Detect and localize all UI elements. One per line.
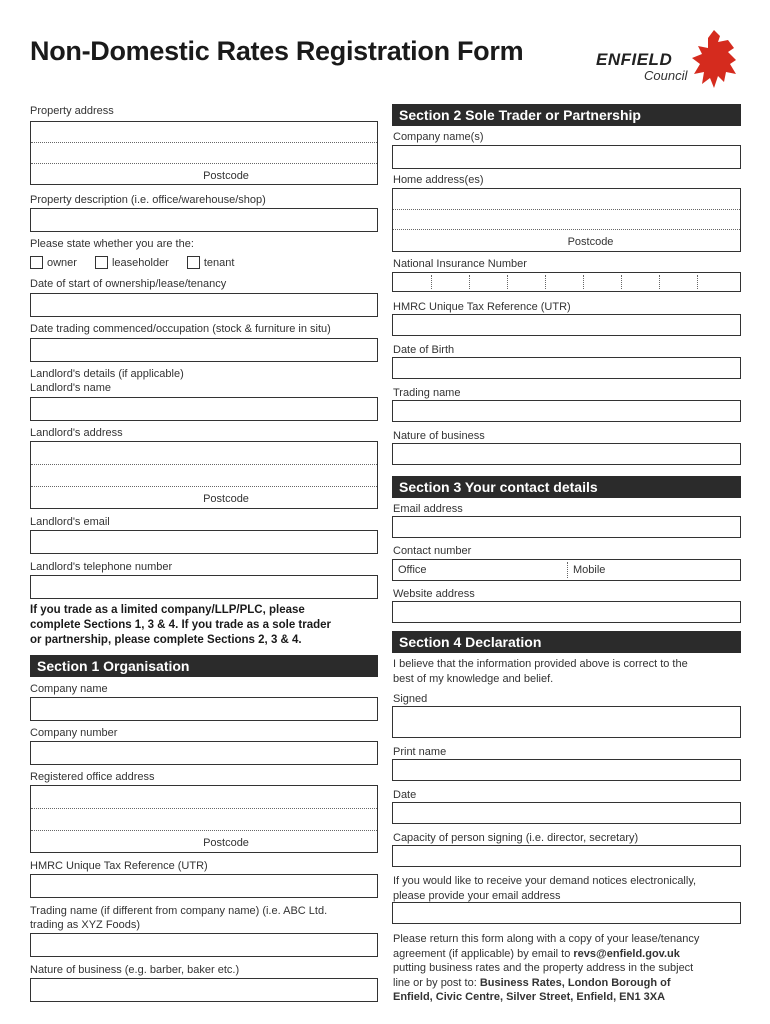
return-line: putting business rates and the property address in the subject [393, 962, 694, 974]
section-instructions [30, 603, 380, 648]
return-line: Enfield, Civic Centre, Silver Street, Enfield, EN1 3XA [393, 991, 666, 1003]
section-3-heading: Section 3 Your contact details [392, 476, 741, 498]
date-start-label: Date of start of ownership/lease/tenancy [30, 278, 227, 290]
divider [393, 209, 740, 210]
nature-of-business-field[interactable] [392, 443, 741, 465]
section-1-heading: Section 1 Organisation [30, 655, 378, 677]
print-name-field[interactable] [392, 759, 741, 781]
declaration-line: I believe that the information provided above is correct to the [393, 658, 688, 670]
contact-number-label: Contact number [393, 545, 472, 557]
email-link[interactable]: revs@enfield.gov.uk [573, 947, 680, 960]
divider [621, 275, 622, 289]
instruction-line: complete Sections 1, 3 & 4. If you trade as a sole trader [30, 619, 332, 631]
divider [31, 142, 377, 143]
divider [507, 275, 508, 289]
email-field[interactable] [392, 516, 741, 538]
return-text: line or by post to: [393, 976, 480, 989]
landlord-email-field[interactable] [30, 530, 378, 554]
landlord-phone-field[interactable] [30, 575, 378, 599]
home-address-label: Home address(es) [393, 174, 484, 186]
trading-name-field[interactable] [392, 400, 741, 422]
divider [31, 486, 377, 487]
divider [469, 275, 470, 289]
return-instructions [393, 932, 745, 1005]
trading-name-label: Trading name (if different from company name) (i.e. ABC Ltd. [30, 905, 328, 917]
utr-label: HMRC Unique Tax Reference (UTR) [30, 860, 208, 872]
signed-label: Signed [393, 693, 428, 705]
divider [31, 808, 377, 809]
divider [659, 275, 660, 289]
logo-name: ENFIELD [596, 50, 673, 69]
electronic-line: please provide your email address [393, 889, 561, 902]
registered-office-field[interactable] [30, 785, 378, 853]
property-address-field[interactable] [30, 121, 378, 185]
date-trading-label: Date trading commenced/occupation (stock & furniture in situ) [30, 323, 331, 335]
divider [31, 163, 377, 164]
landlord-name-label: Landlord's name [30, 382, 111, 394]
divider [697, 275, 698, 289]
dragon-icon [684, 26, 744, 98]
return-line [393, 947, 745, 962]
website-field[interactable] [392, 601, 741, 623]
website-label: Website address [393, 588, 475, 600]
postcode-label: Postcode [203, 170, 249, 182]
company-number-field[interactable] [30, 741, 378, 765]
landlord-address-label: Landlord's address [30, 427, 123, 439]
divider [393, 229, 740, 230]
property-address-label: Property address [30, 105, 114, 117]
utr-field[interactable] [30, 874, 378, 898]
date-label: Date [393, 789, 417, 801]
landlord-phone-label: Landlord's telephone number [30, 561, 173, 573]
state-whether-label: Please state whether you are the: [30, 238, 194, 250]
postcode-label: Postcode [567, 236, 614, 248]
company-names-field[interactable] [392, 145, 741, 169]
page-title: Non-Domestic Rates Registration Form [30, 36, 524, 66]
notice-email-field[interactable] [392, 902, 741, 924]
divider [431, 275, 432, 289]
office-label: Office [398, 564, 427, 576]
declaration-line: best of my knowledge and belief. [393, 672, 554, 685]
registered-office-label: Registered office address [30, 771, 155, 783]
company-name-field[interactable] [30, 697, 378, 721]
occupancy-options [30, 256, 234, 269]
dob-label: Date of Birth [393, 344, 455, 356]
leaseholder-checkbox[interactable] [95, 256, 108, 269]
divider [545, 275, 546, 289]
company-name-label: Company name [30, 683, 108, 695]
return-line: Please return this form along with a copy of your lease/tenancy [393, 933, 700, 945]
return-line [393, 976, 745, 991]
property-description-field[interactable] [30, 208, 378, 232]
company-names-label: Company name(s) [393, 131, 484, 143]
home-address-field[interactable] [392, 188, 741, 252]
divider [31, 830, 377, 831]
landlord-name-field[interactable] [30, 397, 378, 421]
date-start-field[interactable] [30, 293, 378, 317]
nature-of-business-field[interactable] [30, 978, 378, 1002]
ni-number-label: National Insurance Number [393, 258, 527, 270]
trading-name-label-cont: trading as XYZ Foods) [30, 919, 141, 931]
signature-field[interactable] [392, 706, 741, 738]
date-trading-field[interactable] [30, 338, 378, 362]
postcode-label: Postcode [203, 837, 249, 849]
print-name-label: Print name [393, 746, 447, 758]
dob-field[interactable] [392, 357, 741, 379]
landlord-details-label: Landlord's details (if applicable) [30, 368, 184, 380]
tenant-label: tenant [203, 256, 235, 269]
divider [583, 275, 584, 289]
property-description-label: Property description (i.e. office/warehouse/shop) [30, 194, 266, 206]
ni-number-field[interactable] [392, 272, 741, 292]
divider [31, 464, 377, 465]
nature-of-business-label: Nature of business [393, 430, 485, 442]
landlord-address-field[interactable] [30, 441, 378, 509]
enfield-council-logo [596, 26, 744, 98]
contact-number-field[interactable] [392, 559, 741, 581]
owner-label: owner [47, 256, 77, 269]
section-4-heading: Section 4 Declaration [392, 631, 741, 653]
divider [567, 562, 568, 578]
landlord-email-label: Landlord's email [30, 516, 110, 528]
mobile-label: Mobile [573, 564, 606, 576]
date-field[interactable] [392, 802, 741, 824]
postcode-label: Postcode [203, 493, 249, 505]
declaration-text [393, 657, 743, 686]
return-text: agreement (if applicable) by email to [393, 947, 574, 960]
trading-name-label: Trading name [393, 387, 461, 399]
instruction-line: or partnership, please complete Sections 2, 3 & 4. [30, 634, 302, 646]
section-2-heading: Section 2 Sole Trader or Partnership [392, 104, 741, 126]
email-label: Email address [393, 503, 463, 515]
nature-of-business-label: Nature of business (e.g. barber, baker etc.) [30, 964, 240, 976]
trading-name-field[interactable] [30, 933, 378, 957]
capacity-field[interactable] [392, 845, 741, 867]
logo-sub: Council [644, 68, 688, 83]
tenant-checkbox[interactable] [187, 256, 200, 269]
utr-field[interactable] [392, 314, 741, 336]
electronic-notice-text [393, 874, 743, 903]
postal-address: Business Rates, London Borough of [479, 976, 671, 989]
leaseholder-label: leaseholder [111, 256, 169, 269]
company-number-label: Company number [30, 727, 118, 739]
utr-label: HMRC Unique Tax Reference (UTR) [393, 301, 571, 313]
capacity-label: Capacity of person signing (i.e. director, secretary) [393, 832, 639, 844]
owner-checkbox[interactable] [30, 256, 43, 269]
instruction-line: If you trade as a limited company/LLP/PLC, please [30, 604, 305, 616]
electronic-line: If you would like to receive your demand notices electronically, [393, 875, 697, 887]
